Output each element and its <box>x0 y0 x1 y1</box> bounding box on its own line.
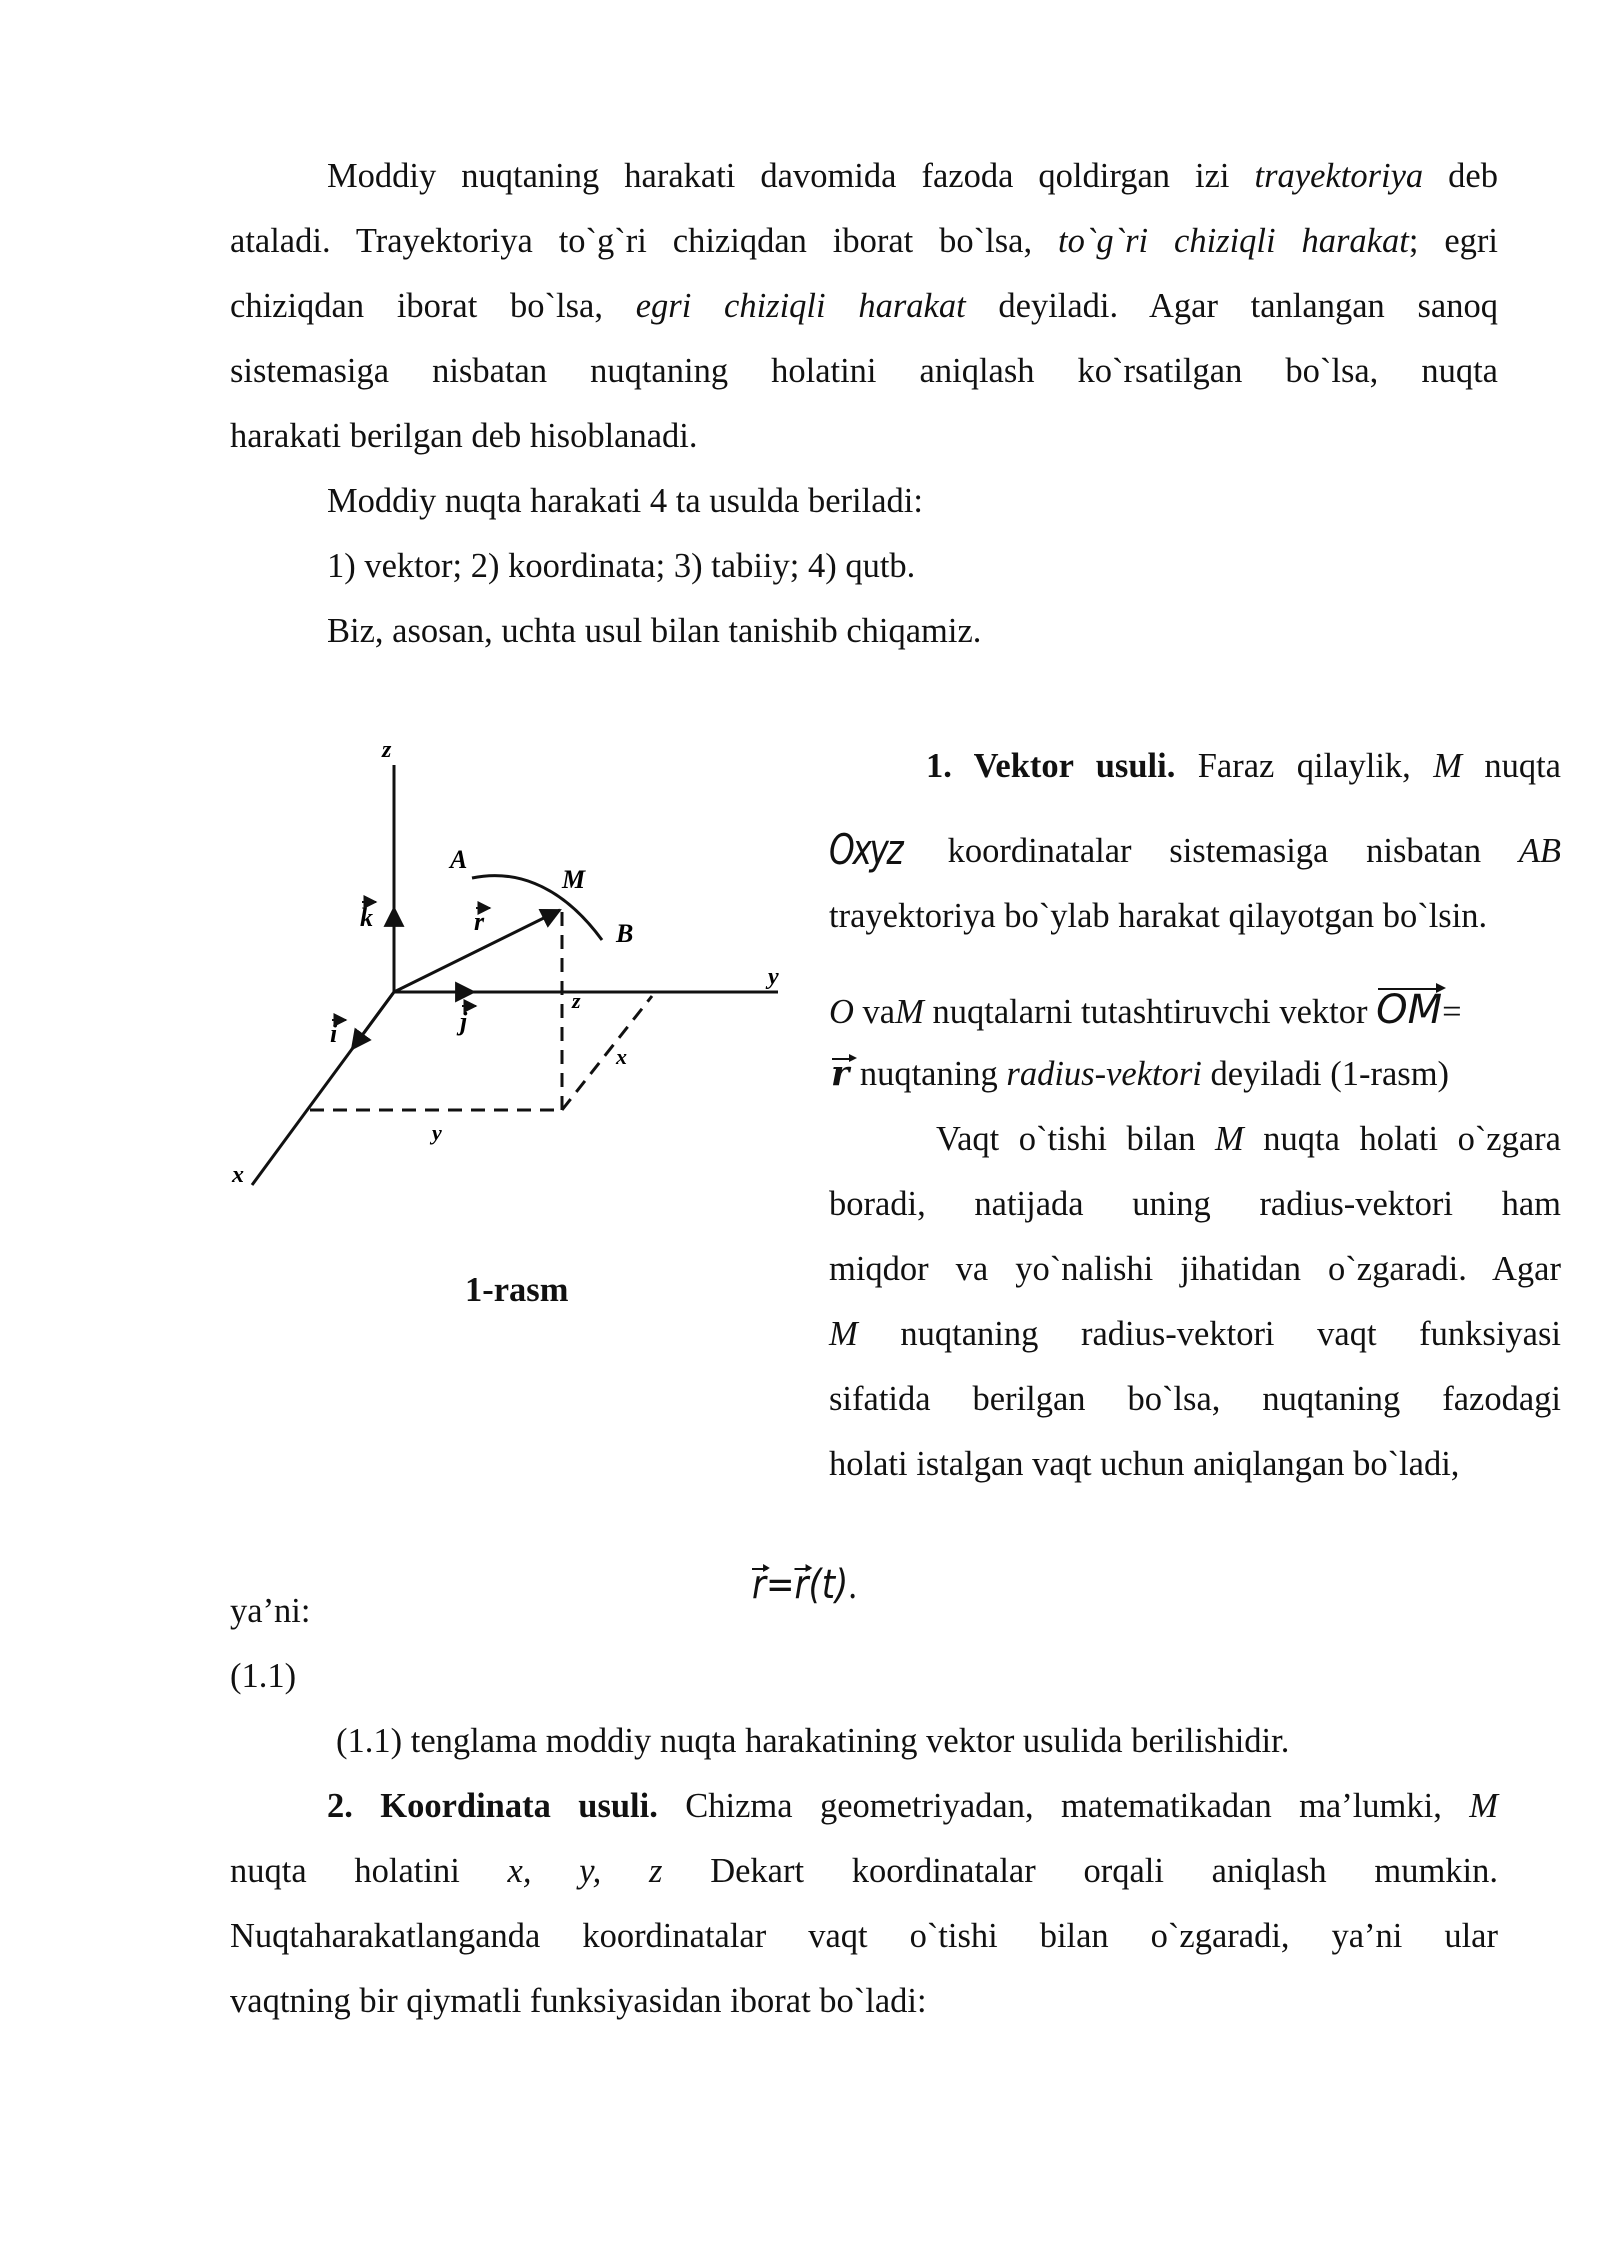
after-equation-line: (1.1) tenglama moddiy nuqta harakatining vektor usulida berilishidir. <box>336 1722 1290 1760</box>
vector-method-line-10: sifatida berilgan bo`lsa, nuqtaning fazodagi <box>829 1380 1561 1418</box>
label-z-proj: z <box>572 988 581 1013</box>
vector-method-line-3: trayektoriya bo`ylab harakat qilayotgan bo`lsin. <box>829 897 1488 935</box>
intro-line-4: sistemasiga nisbatan nuqtaning holatini aniqlash ko`rsatilgan bo`lsa, nuqta <box>230 352 1498 390</box>
oxyz-symbol: Oxyz <box>829 825 902 874</box>
coord-method-line-1: 2. Koordinata usuli. Chizma geometriyadan, matematikadan ma’lumki, M <box>327 1787 1498 1825</box>
vector-method-line-5: r nuqtaning radius-vektori deyiladi (1-rasm) <box>831 1054 1450 1094</box>
coord-method-heading: 2. Koordinata usuli. <box>327 1787 658 1825</box>
coord-method-line-2: nuqta holatini x, y, z Dekart koordinatalar orqali aniqlash mumkin. <box>230 1852 1499 1890</box>
label-i: i <box>330 1019 338 1048</box>
vector-method-line-4: O vaM nuqtalarni tutashtiruvchi vektor OM= <box>829 984 1462 1032</box>
label-k: k <box>360 903 373 932</box>
label-B: B <box>616 919 634 948</box>
vector-method-line-11: holati istalgan vaqt uchun aniqlangan bo`ladi, <box>829 1445 1460 1483</box>
vector-om-symbol: OM <box>1376 984 1442 1030</box>
intro-line-2: ataladi. Trayektoriya to`g`ri chiziqdan iborat bo`lsa, to`g`ri chiziqli harakat; egri <box>230 222 1498 260</box>
equation-number: (1.1) <box>230 1657 297 1695</box>
label-M: M <box>562 865 586 894</box>
intro-line-3: chiziqdan iborat bo`lsa, egri chiziqli harakat deyiladi. Agar tanlangan sanoq <box>230 287 1498 325</box>
vector-method-line-1: 1. Vektor usuli. Faraz qilaylik, M nuqta <box>926 747 1561 785</box>
label-y-proj: y <box>432 1120 442 1145</box>
intro-line-8: Biz, asosan, uchta usul bilan tanishib chiqamiz. <box>327 612 982 650</box>
vector-method-line-8: miqdor va yo`nalishi jihatidan o`zgaradi. Agar <box>829 1250 1561 1288</box>
vector-method-line-7: boradi, natijada uning radius-vektori ham <box>829 1185 1561 1223</box>
intro-line-7: 1) vektor; 2) koordinata; 3) tabiiy; 4) qutb. <box>327 547 916 585</box>
label-x-axis: x <box>232 1162 244 1188</box>
vector-method-line-2: Oxyz koordinatalar sistemasiga nisbatan AB <box>829 825 1561 874</box>
vector-method-line-6: Vaqt o`tishi bilan M nuqta holati o`zgara <box>936 1120 1561 1158</box>
label-j: j <box>460 1007 468 1036</box>
r-vector-symbol: r <box>831 1054 850 1094</box>
label-A: A <box>450 845 468 874</box>
label-x-proj: x <box>616 1044 627 1069</box>
figure-caption: 1-rasm <box>465 1271 569 1309</box>
yani-label: ya’ni: <box>230 1592 311 1630</box>
unit-vector-i <box>352 992 394 1049</box>
figure-1-coordinate-diagram <box>220 730 820 1230</box>
coord-method-line-4: vaqtning bir qiymatli funksiyasidan iborat bo`ladi: <box>230 1982 927 2020</box>
label-z-axis: z <box>382 737 392 763</box>
intro-line-6: Moddiy nuqta harakati 4 ta usulda beriladi: <box>327 482 923 520</box>
projection-x <box>562 996 652 1110</box>
intro-line-5: harakati berilgan deb hisoblanadi. <box>230 417 698 455</box>
label-r: r <box>474 907 485 936</box>
coord-method-line-3: Nuqtaharakatlanganda koordinatalar vaqt o`tishi bilan o`zgaradi, ya’ni ular <box>230 1917 1498 1955</box>
equation-1-1: r=r(t). <box>752 1562 857 1608</box>
label-y-axis: y <box>768 964 779 990</box>
intro-line-1: Moddiy nuqtaning harakati davomida fazoda qoldirgan izi trayektoriya deb <box>327 157 1498 195</box>
vector-method-heading: 1. Vektor usuli. <box>926 747 1176 785</box>
vector-method-line-9: M nuqtaning radius-vektori vaqt funksiyasi <box>829 1315 1561 1353</box>
